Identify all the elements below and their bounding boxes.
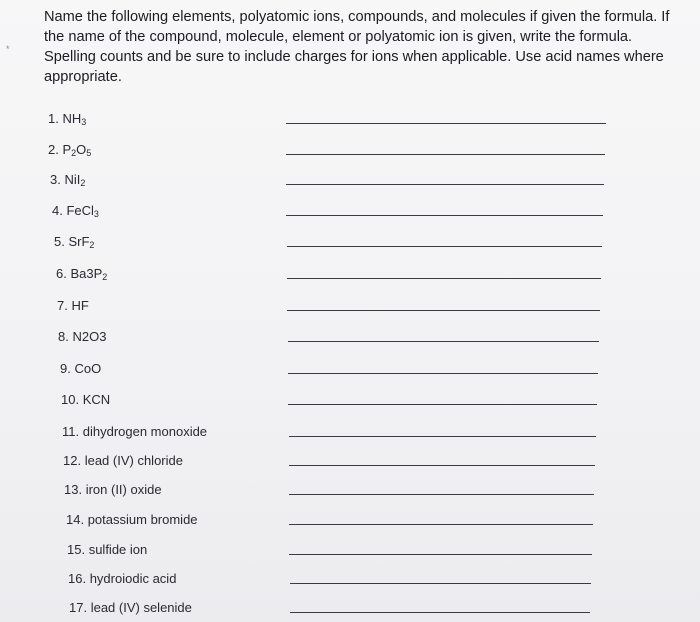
answer-blank[interactable]	[290, 583, 591, 584]
question-text: KCN	[82, 392, 111, 407]
question-row	[0, 298, 700, 320]
question-number: 5.	[54, 234, 65, 249]
question-label	[67, 542, 147, 557]
question-label	[60, 361, 101, 376]
question-number: 3.	[50, 172, 61, 187]
question-number: 13.	[64, 482, 83, 497]
question-label	[48, 142, 91, 157]
question-number: 4.	[52, 203, 63, 218]
question-row	[0, 203, 700, 225]
question-row	[0, 424, 700, 446]
question-label	[58, 329, 106, 344]
question-label	[66, 512, 198, 527]
question-label	[52, 203, 99, 218]
question-text: NH	[62, 111, 82, 126]
formula-subscript: 2	[89, 240, 95, 250]
answer-blank[interactable]	[287, 310, 600, 311]
question-label	[48, 111, 86, 126]
answer-blank[interactable]	[289, 465, 595, 466]
question-text: SrF	[68, 234, 90, 249]
answer-blank[interactable]	[288, 373, 598, 374]
question-number: 9.	[60, 361, 71, 376]
question-row	[0, 266, 700, 288]
question-text: dihydrogen monoxide	[82, 424, 208, 439]
answer-blank[interactable]	[288, 404, 597, 405]
question-number: 7.	[57, 298, 68, 313]
question-label	[61, 392, 110, 407]
question-label	[64, 482, 162, 497]
answer-blank[interactable]	[289, 494, 594, 495]
answer-blank[interactable]	[289, 554, 592, 555]
question-text: P	[62, 142, 72, 157]
question-row	[0, 512, 700, 534]
question-label	[62, 424, 207, 439]
question-row	[0, 111, 700, 133]
question-number: 15.	[67, 542, 86, 557]
question-label	[54, 234, 94, 249]
question-text: hydroiodic acid	[89, 571, 177, 586]
formula-subscript: 2	[102, 272, 108, 282]
question-label	[69, 600, 192, 615]
question-label	[68, 571, 176, 586]
question-row	[0, 453, 700, 475]
question-number: 14.	[66, 512, 85, 527]
question-row	[0, 329, 700, 351]
answer-blank[interactable]	[287, 246, 602, 247]
question-label	[56, 266, 107, 281]
question-row	[0, 571, 700, 593]
question-text: sulfide ion	[88, 542, 148, 557]
question-number: 6.	[56, 266, 67, 281]
question-row	[0, 482, 700, 504]
question-text-continued: O	[76, 142, 87, 157]
answer-blank[interactable]	[290, 612, 590, 613]
question-label	[57, 298, 89, 313]
question-number: 12.	[63, 453, 82, 468]
question-text: potassium bromide	[87, 512, 198, 527]
instructions-paragraph: Name the following elements, polyatomic ions, compounds, and molecules if given the formula. If the name of the compound, molecule, element or polyatomic ion is given, write the formula. Spelling counts and be sure to include charges for ions when applicable. Use acid names where appropriate.	[44, 9, 670, 85]
answer-blank[interactable]	[287, 278, 601, 279]
question-number: 17.	[69, 600, 88, 615]
question-text: lead (IV) chloride	[84, 453, 183, 468]
side-mark: *	[6, 44, 10, 54]
question-row	[0, 392, 700, 414]
formula-subscript: 3	[93, 209, 99, 219]
formula-subscript: 3	[81, 117, 87, 127]
question-text: Ba3P	[70, 266, 103, 281]
question-row	[0, 361, 700, 383]
question-text: NiI	[64, 172, 81, 187]
question-row	[0, 172, 700, 194]
question-number: 8.	[58, 329, 69, 344]
question-text: HF	[71, 298, 89, 313]
question-text: N2O3	[72, 329, 107, 344]
question-number: 1.	[48, 111, 59, 126]
question-text: iron (II) oxide	[85, 482, 162, 497]
question-number: 16.	[68, 571, 87, 586]
question-number: 10.	[61, 392, 80, 407]
question-text: lead (IV) selenide	[90, 600, 192, 615]
question-number: 2.	[48, 142, 59, 157]
answer-blank[interactable]	[286, 154, 605, 155]
answer-blank[interactable]	[288, 341, 599, 342]
formula-subscript: 2	[71, 148, 77, 158]
question-row	[0, 600, 700, 622]
question-label	[50, 172, 85, 187]
answer-blank[interactable]	[289, 524, 593, 525]
question-label	[63, 453, 183, 468]
question-text: CoO	[74, 361, 102, 376]
answer-blank[interactable]	[286, 184, 604, 185]
answer-blank[interactable]	[286, 123, 606, 124]
question-row	[0, 542, 700, 564]
answer-blank[interactable]	[289, 436, 596, 437]
question-row	[0, 142, 700, 164]
question-text: FeCl	[66, 203, 94, 218]
question-number: 11.	[62, 424, 80, 439]
formula-subscript: 2	[80, 178, 86, 188]
question-row	[0, 234, 700, 256]
answer-blank[interactable]	[286, 215, 603, 216]
formula-subscript: 5	[86, 148, 92, 158]
